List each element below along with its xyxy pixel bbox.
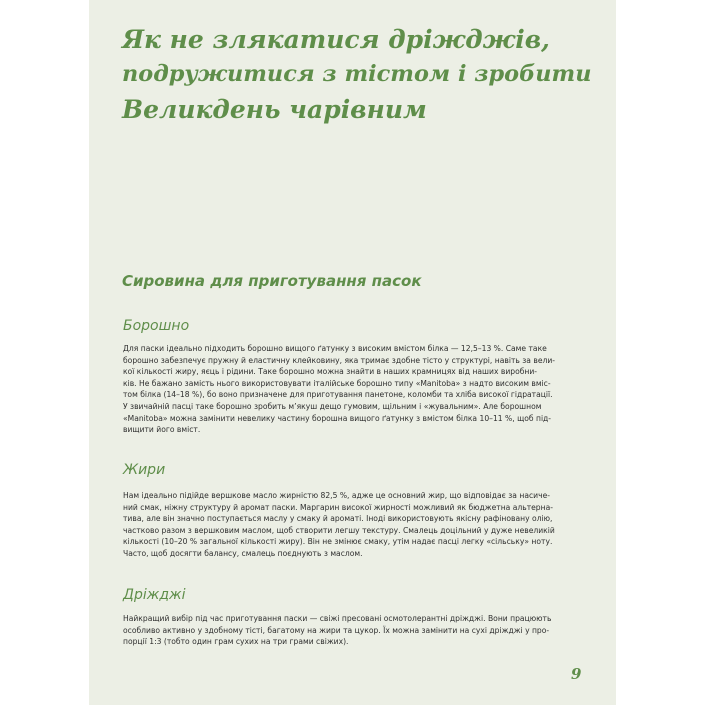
section-title: Сировина для приготування пасок (122, 272, 422, 290)
text-line: кількості (10–20 % загальної кількості жиру). Він не змінює смаку, утім надає пасці легку «сільську» ноту. (123, 537, 553, 547)
text-line: Часто, щоб досягти балансу, смалець поєднують з маслом. (123, 548, 363, 558)
paragraph-yeast (123, 613, 581, 648)
text-line: кої кількості жиру, яєць і рідини. Таке борошно можна знайти в наших крамницях від наших виробни- (123, 367, 538, 377)
text-line: порції 1:3 (тобто один грам сухих на три грами свіжих). (123, 637, 349, 647)
book-page (89, 0, 616, 705)
text-line: Нам ідеально підійде вершкове масло жирністю 82,5 %, адже це основний жир, що відповідає за насиче- (123, 491, 551, 500)
subheading-yeast: Дріжджі (123, 587, 186, 603)
text-line: «Manitoba» можна замінити невелику частину борошна вищого ґатунку з вмістом білка 10–11 %, щоб під- (123, 413, 552, 423)
text-line: борошно забезпечує пружну й еластичну клейковину, яка тримає здобне тісто у структурі, навіть за вели- (123, 355, 556, 365)
paragraph-fats (123, 490, 581, 560)
subheading-flour: Борошно (123, 318, 190, 334)
chapter-title (122, 22, 592, 127)
text-line: том білка (14–18 %), бо воно призначене для приготування панетоне, коломби та хліба високої гідратації. (123, 390, 553, 400)
text-line: особливо активно у здобному тісті, багатому на жири та цукор. Їх можна замінити на сухі дріжджі у про- (123, 625, 550, 635)
chapter-title-line: Як не злякатися дріжджів, (122, 25, 550, 54)
text-line: тива, але він значно поступається маслу у смаку й ароматі. Іноді використовують якісну рафіновану олію, (123, 514, 553, 524)
text-line: частково разом з вершковим маслом, щоб створити легшу текстуру. Смалець доцільний у дуже невеликій (123, 525, 555, 535)
text-line: ний смак, ніжну структуру й аромат паски. Маргарин високої жирності можливий як бюджетна альтерна- (123, 502, 553, 512)
text-line: ків. Не бажано замість нього використовувати італійське борошно типу «Manitoba» з надто високим вміс- (123, 378, 551, 388)
subheading-fats: Жири (123, 462, 166, 478)
text-line: Найкращий вибір під час приготування паски — свіжі пресовані осмотолерантні дріжджі. Вони працюють (123, 614, 552, 623)
text-line: вищити його вміст. (123, 425, 201, 435)
chapter-title-line: подружитися з тістом і зробити (122, 61, 592, 87)
text-line: Для паски ідеально підходить борошно вищого ґатунку з високим вмістом білка — 12,5–13 %. Саме таке (123, 344, 547, 353)
page-number: 9 (571, 665, 582, 683)
chapter-title-line: Великдень чарівним (122, 95, 427, 124)
text-line: У звичайній пасці таке борошно зробить м’якуш дещо гумовим, щільним і «жувальним». Але борошном (123, 401, 542, 411)
paragraph-flour (123, 343, 581, 436)
